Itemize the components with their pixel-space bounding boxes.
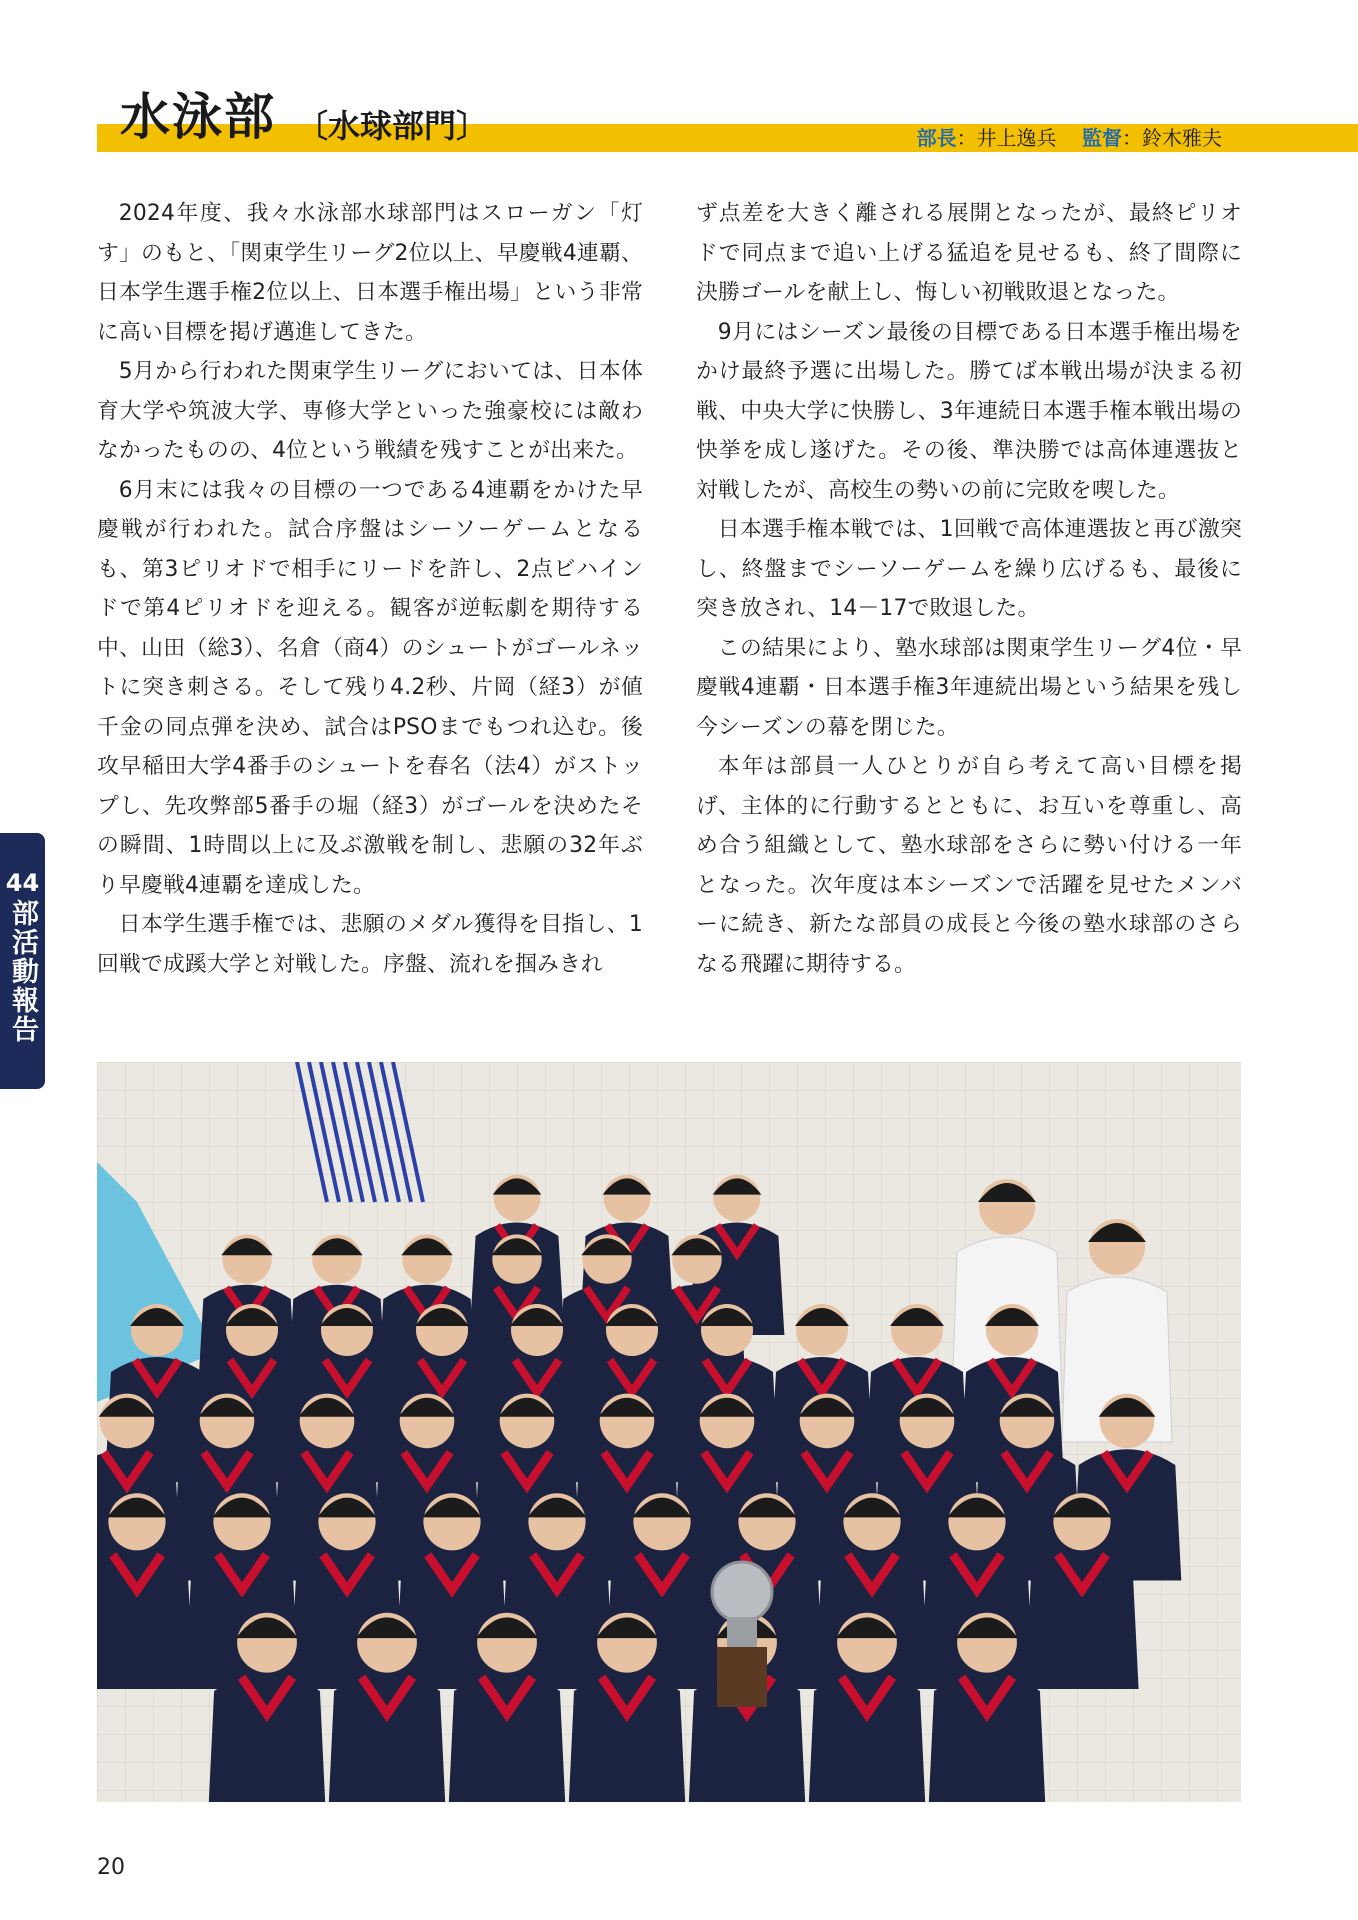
staff-info <box>917 126 1222 150</box>
paragraph: 9月にはシーズン最後の目標である日本選手権出場をかけ最終予選に出場した。勝てば本戦出場が決まる初戦、中央大学に快勝し、3年連続日本選手権本戦出場の快挙を成し遂げた。その後、準決勝では高体連選抜と対戦したが、高校生の勢いの前に完敗を喫した。 <box>696 319 1242 503</box>
team-photo-illustration <box>97 1062 1241 1802</box>
section-page-number: 44 <box>5 869 40 897</box>
paragraph: ず点差を大きく離される展開となったが、最終ピリオドで同点まで追い上げる猛追を見せるも、終了間際に決勝ゴールを献上し、悔しい初戦敗退となった。 <box>696 201 1242 305</box>
paragraph: この結果により、塾水球部は関東学生リーグ4位・早慶戦4連覇・日本選手権3年連続出場という結果を残し今シーズンの幕を閉じた。 <box>696 635 1242 740</box>
page-number: 20 <box>97 1855 125 1880</box>
paragraph: 日本選手権本戦では、1回戦で高体連選抜と再び激突し、終盤までシーソーゲームを繰り広げるも、最後に突き放され、14－17で敗退した。 <box>696 517 1242 621</box>
section-tab <box>0 833 45 1089</box>
staff-role-director: 部長 <box>916 126 957 150</box>
page-title: 水泳部 <box>120 88 276 146</box>
team-photo <box>97 1062 1241 1802</box>
staff-separator: ： <box>1122 126 1142 150</box>
paragraph: 本年は部員一人ひとりが自ら考えて高い目標を掲げ、主体的に行動するとともに、お互いを尊重し、高め合う組織として、塾水球部をさらに勢い付ける一年となった。次年度は本シーズンで活躍を見せたメンバーに続き、新たな部員の成長と今後の塾水球部のさらなる飛躍に期待する。 <box>696 754 1242 977</box>
staff-name-director: 井上逸兵 <box>976 126 1057 150</box>
paragraph: 2024年度、我々水泳部水球部門はスローガン「灯す」のもと、「関東学生リーグ2位以上、早慶戦4連覇、日本学生選手権2位以上、日本選手権出場」という非常に高い目標を掲げ邁進してきた。 <box>97 201 643 345</box>
article-column-right <box>696 194 1242 984</box>
team-group <box>97 1175 1181 1802</box>
section-label: 部活動報告 <box>7 899 38 1044</box>
staff-name-coach: 鈴木雅夫 <box>1142 126 1222 150</box>
paragraph: 5月から行われた関東学生リーグにおいては、日本体育大学や筑波大学、専修大学といった強豪校には敵わなかったものの、4位という戦績を残すことが出来た。 <box>97 359 643 463</box>
paragraph: 6月末には我々の目標の一つである4連覇をかけた早慶戦が行われた。試合序盤はシーソーゲームとなるも、第3ピリオドで相手にリードを許し、2点ビハインドで第4ピリオドを迎える。観客が逆転劇を期待する中、山田（総3）、名倉（商4）のシュートがゴールネットに突き刺さる。そして残り4.2秒、片岡（経3）が値千金の同点弾を決め、試合はPSOまでもつれ込む。後攻早稲田大学4番手のシュートを春名（法4）がストップし、先攻弊部5番手の堀（経3）がゴールを決めたその瞬間、1時間以上に及ぶ激戦を制し、悲願の32年ぶり早慶戦4連覇を達成した。 <box>97 477 643 898</box>
staff-separator: ： <box>956 126 977 150</box>
page-subtitle: 〔水球部門〕 <box>296 107 489 145</box>
article-column-left <box>97 194 643 984</box>
staff-role-coach: 監督 <box>1082 126 1122 150</box>
paragraph: 日本学生選手権では、悲願のメダル獲得を目指し、1回戦で成蹊大学と対戦した。序盤、流れを掴みきれ <box>97 912 643 977</box>
